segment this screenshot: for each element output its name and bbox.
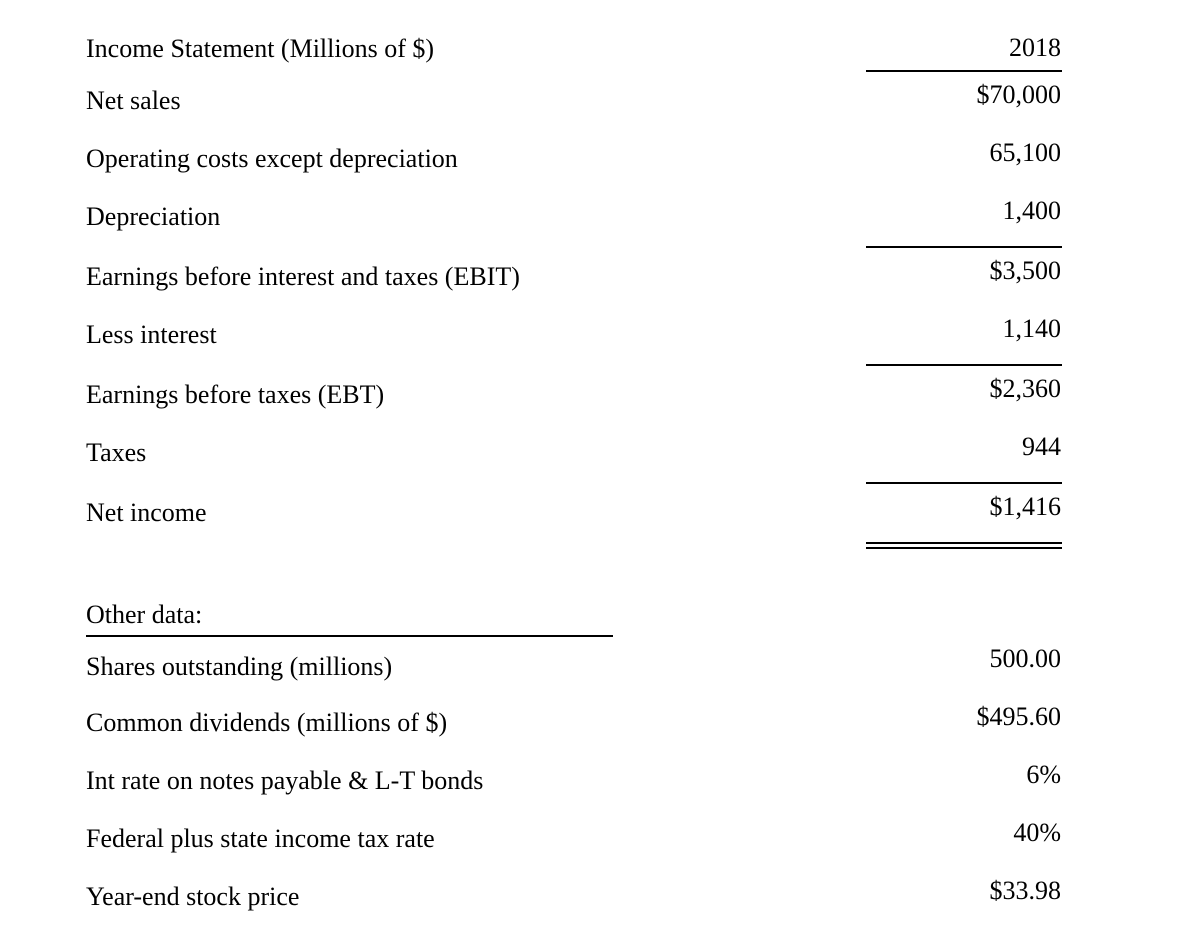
header-underline (866, 70, 1062, 72)
other-label-shares: Shares outstanding (millions) (86, 652, 393, 681)
other-label-stock-price: Year-end stock price (86, 882, 300, 911)
row-value-depreciation: 1,400 (1002, 196, 1061, 225)
other-data-heading: Other data: (86, 600, 203, 629)
total-double-rule (866, 542, 1062, 549)
row-label-taxes: Taxes (86, 438, 147, 467)
other-label-int-rate: Int rate on notes payable & L-T bonds (86, 766, 484, 795)
other-value-int-rate: 6% (1026, 760, 1061, 789)
row-label-net-income: Net income (86, 498, 207, 527)
row-label-net-sales: Net sales (86, 86, 181, 115)
subtotal-rule-ebt (866, 364, 1062, 366)
other-value-stock-price: $33.98 (989, 876, 1061, 905)
other-data-underline (86, 635, 613, 637)
row-value-ebt: $2,360 (989, 374, 1061, 403)
row-label-depreciation: Depreciation (86, 202, 221, 231)
other-value-shares: 500.00 (989, 644, 1061, 673)
row-value-ebit: $3,500 (989, 256, 1061, 285)
row-value-net-income: $1,416 (989, 492, 1061, 521)
year-header: 2018 (1009, 33, 1061, 62)
subtotal-rule-ebit (866, 246, 1062, 248)
other-label-dividends: Common dividends (millions of $) (86, 708, 448, 737)
row-label-operating-costs: Operating costs except depreciation (86, 144, 458, 173)
row-label-ebit: Earnings before interest and taxes (EBIT) (86, 262, 520, 291)
other-value-dividends: $495.60 (976, 702, 1061, 731)
other-label-tax-rate: Federal plus state income tax rate (86, 824, 435, 853)
row-value-operating-costs: 65,100 (989, 138, 1061, 167)
subtotal-rule-net-income (866, 482, 1062, 484)
row-value-less-interest: 1,140 (1002, 314, 1061, 343)
other-value-tax-rate: 40% (1013, 818, 1061, 847)
statement-title: Income Statement (Millions of $) (86, 34, 435, 63)
row-value-net-sales: $70,000 (976, 80, 1061, 109)
row-label-ebt: Earnings before taxes (EBT) (86, 380, 385, 409)
row-value-taxes: 944 (1022, 432, 1061, 461)
row-label-less-interest: Less interest (86, 320, 217, 349)
